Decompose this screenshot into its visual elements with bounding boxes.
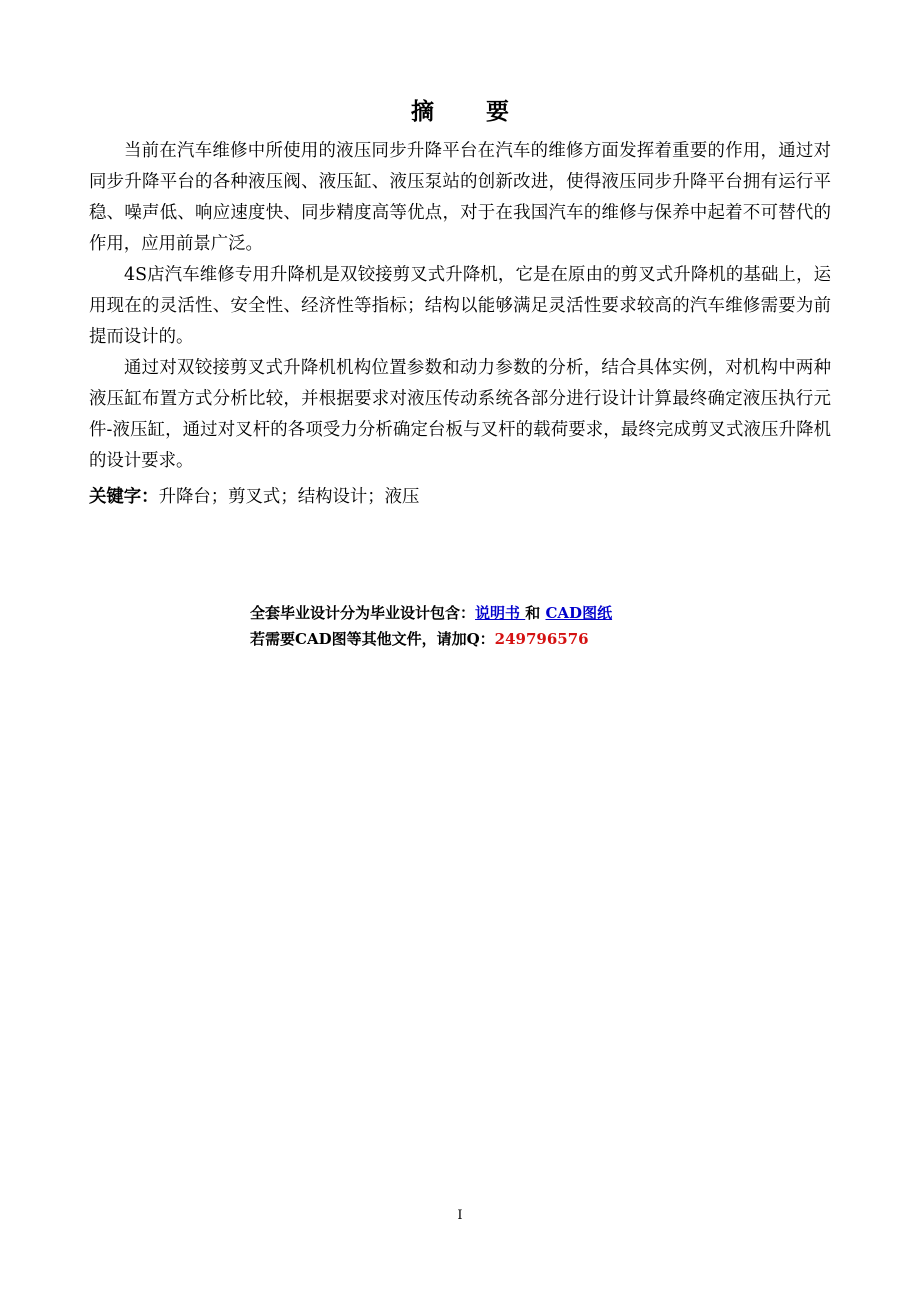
promo-text: 全套毕业设计分为毕业设计包含： <box>250 604 476 622</box>
cad-drawings-link[interactable]: CAD图纸 <box>545 604 613 622</box>
keywords-line <box>89 482 831 513</box>
page-number: I <box>457 1208 463 1223</box>
qq-number: 249796576 <box>494 630 589 648</box>
abstract-paragraph: 4S店汽车维修专用升降机是双铰接剪叉式升降机，它是在原由的剪叉式升降机的基础上，运用现在的灵活性、安全性、经济性等指标；结构以能够满足灵活性要求较高的汽车维修需要为前提而设计的。 <box>89 265 831 347</box>
manual-link[interactable]: 说明书 <box>475 604 526 622</box>
keywords-value: 升降台；剪叉式；结构设计；液压 <box>158 487 420 507</box>
keywords-label: 关键字： <box>89 487 159 507</box>
abstract-paragraph: 通过对双铰接剪叉式升降机机构位置参数和动力参数的分析，结合具体实例，对机构中两种液压缸布置方式分析比较，并根据要求对液压传动系统各部分进行设计计算最终确定液压执行元件-液压缸，通过对叉杆的各项受力分析确定台板与叉杆的载荷要求，最终完成剪叉式液压升降机的设计要求。 <box>89 358 831 471</box>
page-title: 摘 要 <box>410 99 531 125</box>
abstract-paragraph: 当前在汽车维修中所使用的液压同步升降平台在汽车的维修方面发挥着重要的作用，通过对同步升降平台的各种液压阀、液压缸、液压泵站的创新改进，使得液压同步升降平台拥有运行平稳、噪声低、响应速度快、同步精度高等优点，对于在我国汽车的维修与保养中起着不可替代的作用，应用前景广泛。 <box>89 141 831 254</box>
promo-contact-text: 若需要CAD图等其他文件，请加Q： <box>250 630 495 648</box>
promo-notice <box>250 600 810 652</box>
abstract-body <box>89 136 831 477</box>
promo-line-1 <box>250 600 810 626</box>
promo-connector: 和 <box>525 604 546 622</box>
promo-line-2 <box>250 626 810 652</box>
